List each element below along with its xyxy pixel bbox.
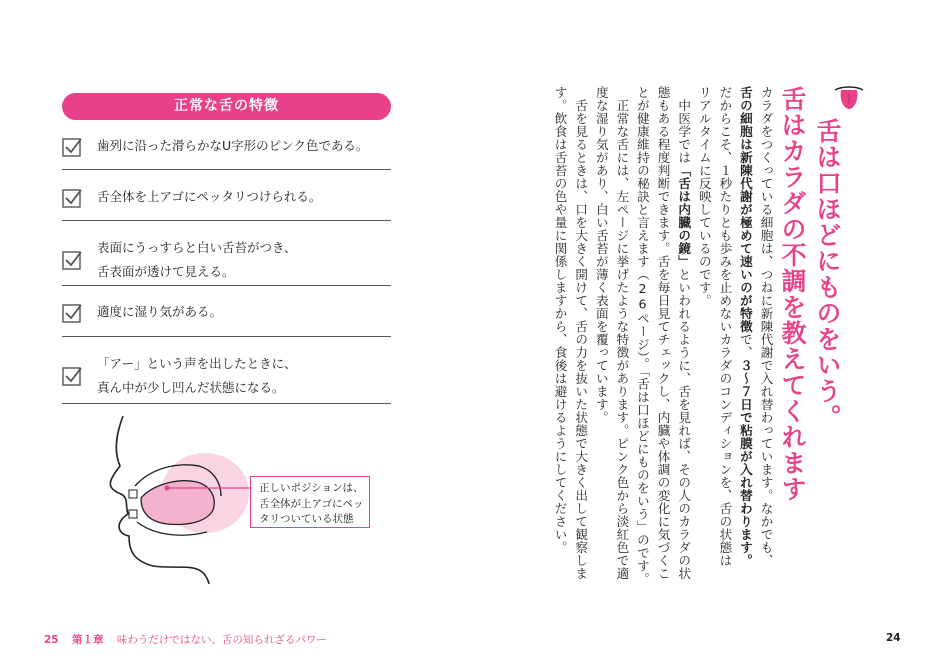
- body-column: 態もある程度判断できます。舌を毎日見てチェックし、内臓や体調の変化に気づくこ: [655, 86, 671, 580]
- checklist-item: [62, 236, 391, 284]
- checklist-divider: [62, 220, 391, 221]
- checklist-item-text: 適度に湿り気がある。: [97, 304, 223, 319]
- checklist-divider: [62, 285, 391, 286]
- checklist-divider: [62, 336, 391, 337]
- body-column: 舌の細胞は新陳代謝が極めて速いのが特徴で、３〜７日で粘膜が入れ替わります。: [737, 86, 753, 567]
- body-column: 正常な舌には、左ページに挙げたような特徴があります。ピンク色から淡紅色で適: [614, 86, 630, 580]
- checkbox-icon: [62, 250, 82, 270]
- checklist-item-text: 表面にうっすらと白い舌苔がつき、: [97, 240, 297, 255]
- checkbox-icon: [62, 137, 82, 157]
- body-column: 舌を見るときは、口を大きく開けて、舌の力を抜いた状態で大きく出して観察しま: [573, 86, 589, 580]
- chapter-label: 第１章: [71, 634, 104, 646]
- checklist-item-text: 真ん中が少し凹んだ状態になる。: [97, 380, 285, 395]
- checklist-item-text: 舌全体を上アゴにペッタリつけられる。: [97, 189, 322, 204]
- left-page-number: 25: [44, 634, 59, 646]
- headline-line-2: 舌はカラダの不調を教えてくれます: [778, 86, 807, 502]
- body-column: とが健康維持の秘訣と言えます（26ページ）。「舌は口ほどにものをいう」のです。: [634, 86, 650, 586]
- checklist-item-text: 歯列に沿った滑らかなU字形のピンク色である。: [97, 138, 369, 153]
- body-column: だからこそ、１秒たりとも歩みを止めないカラダのコンディションを、舌の状態は: [717, 86, 733, 567]
- checkbox-icon: [62, 366, 82, 386]
- checklist-item-text: 「アー」という声を出したときに、: [97, 356, 297, 371]
- body-column: カラダをつくっている細胞は、つねに新陳代謝で入れ替わっています。なかでも、: [758, 86, 774, 567]
- checklist-divider: [62, 403, 391, 404]
- mouth-profile-illustration: [95, 410, 255, 590]
- right-page-number: 24: [886, 632, 901, 644]
- tongue-mascot-icon: [832, 82, 866, 112]
- callout-text: [259, 481, 367, 528]
- tongue-shape: [141, 481, 214, 525]
- checklist-item: [62, 352, 391, 400]
- body-column: す。飲食は舌苔の色や量に関係しますから、食後は避けるようにしてください。: [552, 86, 568, 554]
- callout-line: タリついている状態: [259, 513, 354, 525]
- checklist-divider: [62, 169, 391, 170]
- section-header-pill: 正常な舌の特徴: [62, 93, 391, 120]
- checklist-item-text: 舌表面が透けて見える。: [97, 264, 235, 279]
- checklist-item: [62, 300, 391, 324]
- headline-line-1: 舌は口ほどにものをいう。: [813, 118, 842, 430]
- chapter-title: 味わうだけではない、舌の知られざるパワー: [116, 634, 327, 646]
- body-column: リアルタイムに反映しているのです。: [696, 86, 712, 307]
- right-page: [470, 0, 940, 663]
- callout-line: 舌全体が上アゴにペッ: [259, 497, 364, 510]
- checkbox-icon: [62, 303, 82, 323]
- checkbox-icon: [62, 188, 82, 208]
- left-footer: [44, 632, 327, 647]
- position-callout-box: [250, 476, 370, 528]
- checklist-item: [62, 134, 391, 158]
- right-footer: [886, 632, 901, 644]
- checklist-item: [62, 185, 391, 209]
- callout-line: 正しいポジションは、: [259, 482, 364, 494]
- body-column: 中医学では「舌は内臓の鏡」といわれるように、舌を見れば、その人のカラダの状: [676, 86, 692, 580]
- body-column: 度な湿り気があり、白い舌苔が薄く表面を覆っています。: [593, 86, 609, 424]
